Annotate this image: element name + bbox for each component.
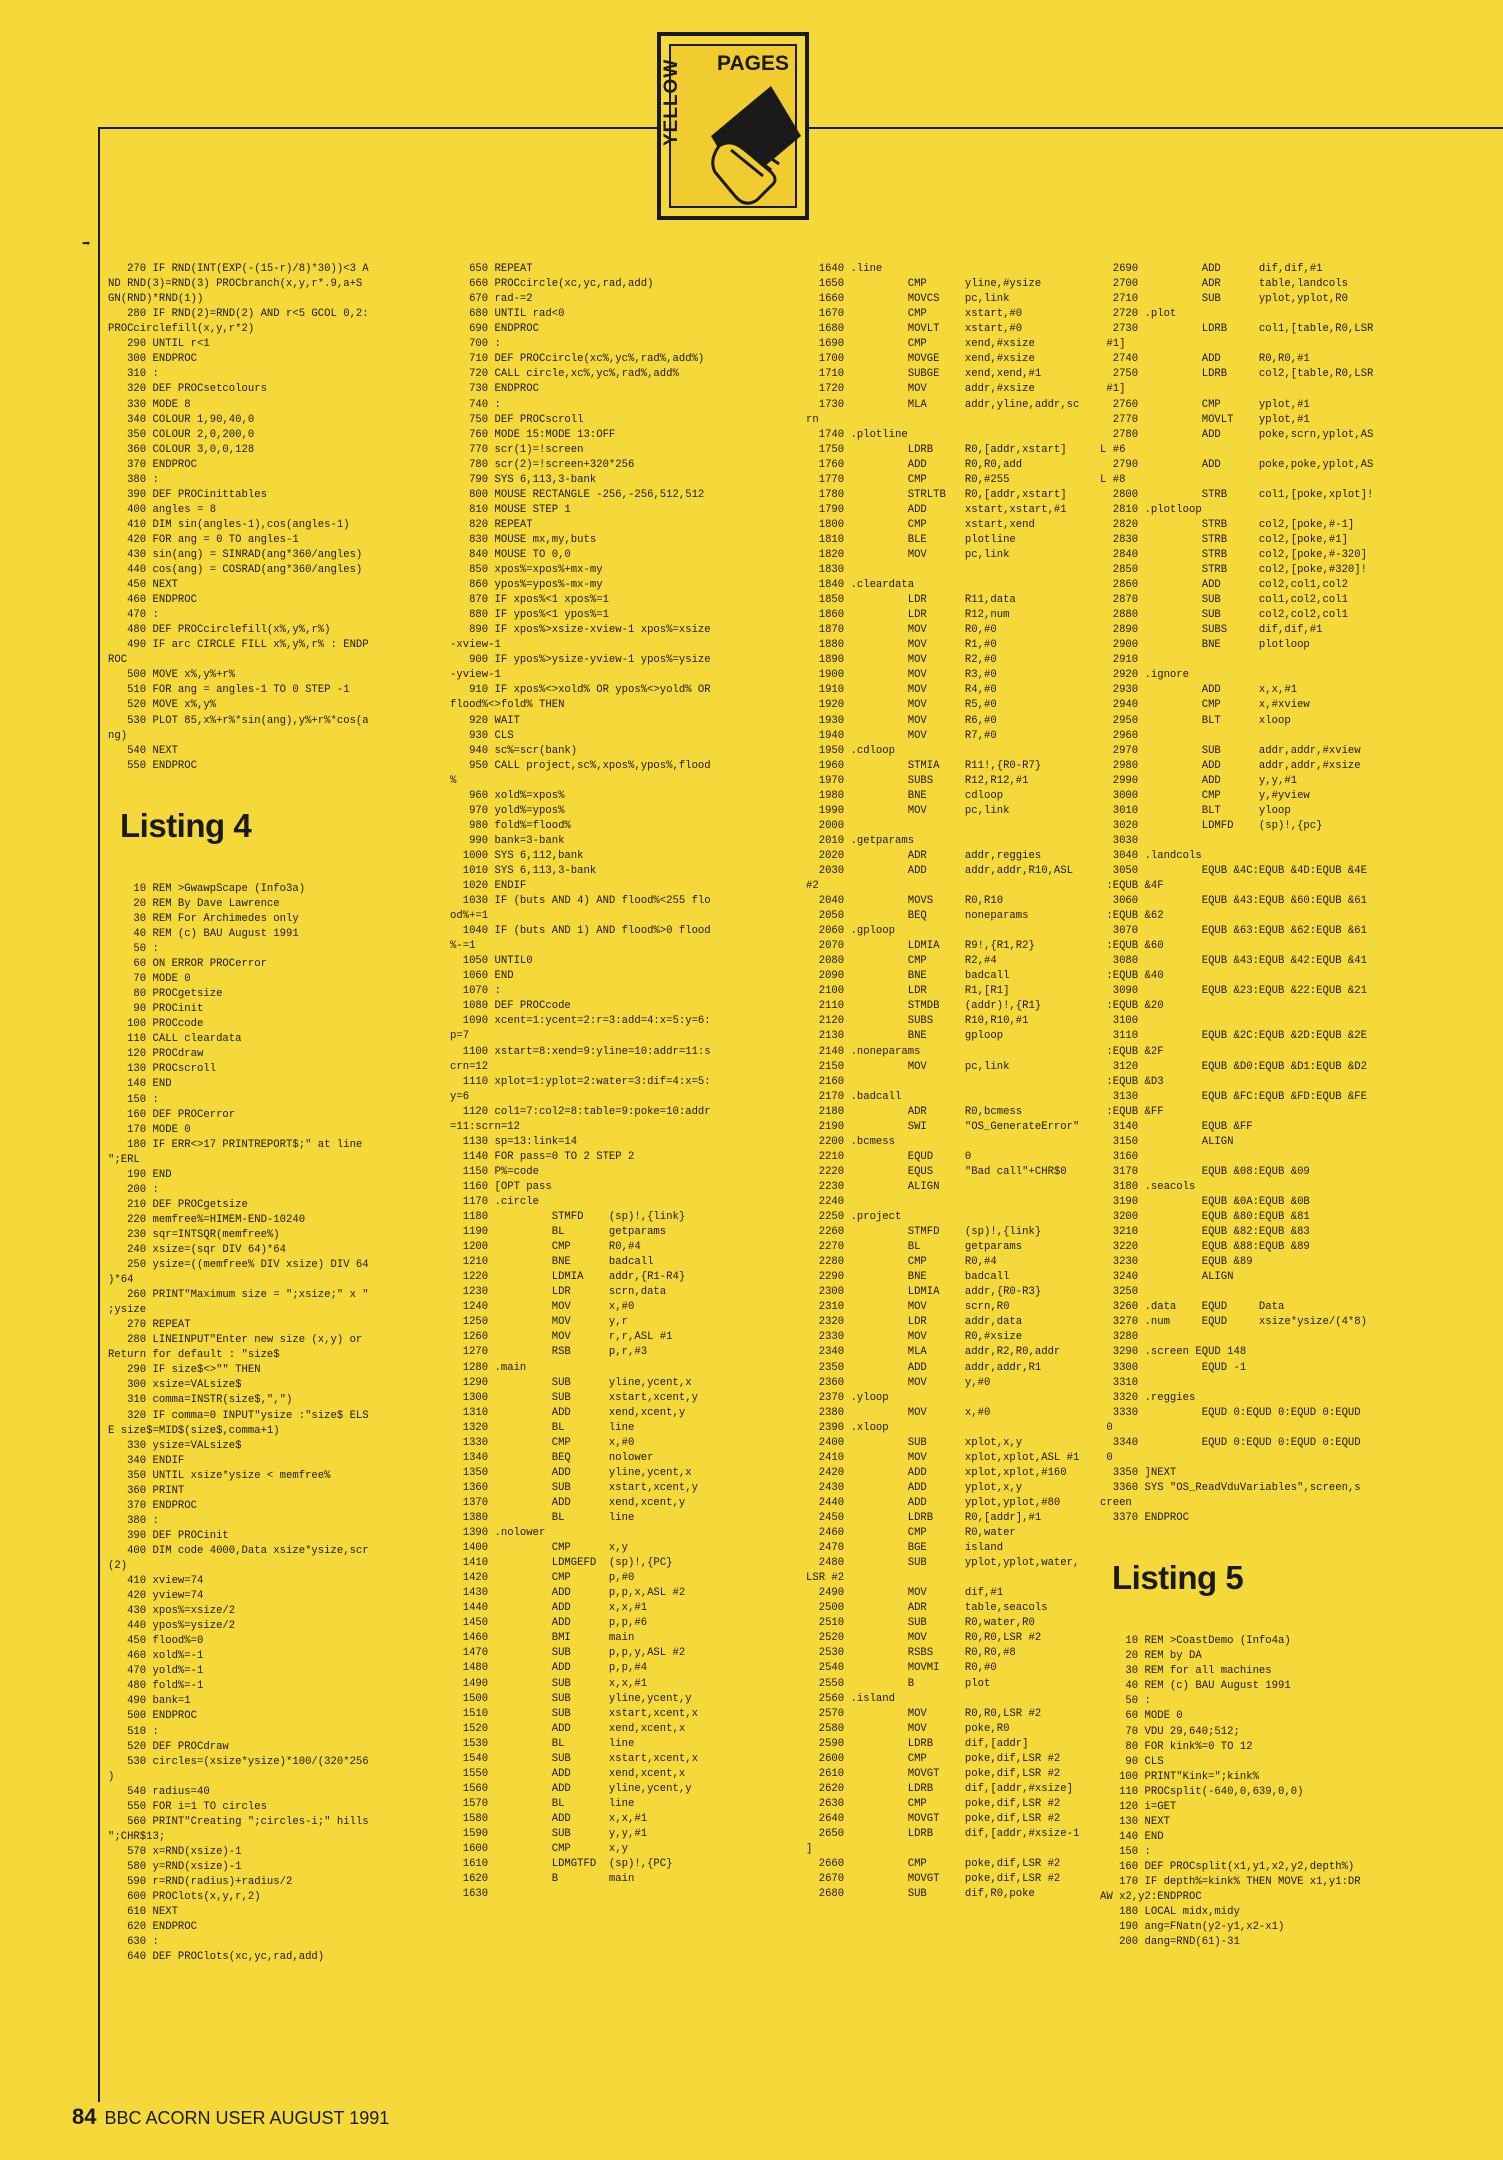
code-block: 270 IF RND(INT(EXP(-(15-r)/8)*30))<3 A ND RND(3)=RND(3) PROCbranch(x,y,r*.9,a+S GN(RND)*RND(1)) 280 IF RND(2)=RND(2) AND r<5 GCOL 0,2: PROCcirclefill(x,y,r*2) 290 UNTIL r<1 300 ENDPROC 310 : 320 DEF PROCsetcolours 330 MODE 8 340 COLOUR 1,90,40,0 350 COLOUR 2,0,200,0 360 COLOUR 3,0,0,128 370 ENDPROC 380 : 390 DEF PROCinittables 400 angles = 8 410 DIM sin(angles-1),cos(angles-1) 420 FOR ang = 0 TO angles-1 430 sin(ang) = SINRAD(ang*360/angles) 440 cos(ang) = COSRAD(ang*360/angles) 450 NEXT 460 ENDPROC 470 : 480 DEF PROCcirclefill(x%,y%,r%) 490 IF arc CIRCLE FILL x%,y%,r% : ENDP ROC 500 MOVE x%,y%+r% 510 FOR ang = angles-1 TO 0 STEP -1 520 MOVE x%,y% 530 PLOT 85,x%+r%*sin(ang),y%+r%*cos(a ng) 540 NEXT 550 ENDPROC [108,263,369,772]
listing-column-4 [1100,232,1500,1965]
hand-holding-book-icon [701,76,805,210]
continuation-arrow-icon: ➡ [82,237,91,253]
badge-frame [661,44,797,208]
code-block: 10 REM >GwawpScape (Info3a) 20 REM By Dave Lawrence 30 REM For Archimedes only 40 REM (c) BAU August 1991 50 : 60 ON ERROR PROCerror 70 MODE 0 80 PROCgetsize 90 PROCinit 100 PROCcode 110 CALL cleardata 120 PROCdraw 130 PROCscroll 140 END 150 : 160 DEF PROCerror 170 MODE 0 180 IF ERR<>17 PRINTREPORT$;" at line ";ERL 190 END 200 : 210 DEF PROCgetsize 220 memfree%=HIMEM-END-10240 230 sqr=INTSQR(memfree%) 240 xsize=(sqr DIV 64)*64 250 ysize=((memfree% DIV xsize) DIV 64 )*64 260 PRINT"Maximum size = ";xsize;" x " ;ysize 270 REPEAT 280 LINEINPUT"Enter new size (x,y) or Return for default : "size$ 290 IF size$<>"" THEN 300 xsize=VALsize$ 310 comma=INSTR(size$,",") 320 IF comma=0 INPUT"ysize :"size$ ELS E size$=MID$(size$,comma+1) 330 ysize=VALsize$ 340 ENDIF 350 UNTIL xsize*ysize < memfree% 360 PRINT 370 ENDPROC 380 : 390 DEF PROCinit 400 DIM code 4000,Data xsize*ysize,scr (2) 410 xview=74 420 yview=74 430 xpos%=xsize/2 440 ypos%=ysize/2 450 flood%=0 460 xold%=-1 470 yold%=-1 480 fold%=-1 490 bank=1 500 ENDPROC 510 : 520 DEF PROCdraw 530 circles=(xsize*ysize)*100/(320*256 ) 540 radius=40 550 FOR i=1 TO circles 560 PRINT"Creating ";circles-i;" hills ";CHR$13; 570 x=RND(xsize)-1 580 y=RND(xsize)-1 590 r=RND(radius)+radius/2 600 PROClots(x,y,r,2) 610 NEXT 620 ENDPROC 630 : 640 DEF PROClots(xc,yc,rad,add) [108,882,369,1964]
listing-heading: Listing 5 [1112,1559,1244,1597]
left-rule [98,127,100,2102]
badge-pages-label: PAGES [717,52,789,75]
listing-heading: Listing 4 [120,806,252,844]
yellow-pages-badge [657,32,809,220]
code-block: 650 REPEAT 660 PROCcircle(xc,yc,rad,add) 670 rad-=2 680 UNTIL rad<0 690 ENDPROC 700 : 710 DEF PROCcircle(xc%,yc%,rad%,add%) 720 CALL circle,xc%,yc%,rad%,add% 730 ENDPROC 740 : 750 DEF PROCscroll 760 MODE 15:MODE 13:OFF 770 scr(1)=!screen 780 scr(2)=!screen+320*256 790 SYS 6,113,3-bank 800 MOUSE RECTANGLE -256,-256,512,512 810 MOUSE STEP 1 820 REPEAT 830 MOUSE mx,my,buts 840 MOUSE TO 0,0 850 xpos%=xpos%+mx-my 860 ypos%=ypos%-mx-my 870 IF xpos%<1 xpos%=1 880 IF ypos%<1 ypos%=1 890 IF xpos%>xsize-xview-1 xpos%=xsize -xview-1 900 IF ypos%>ysize-yview-1 ypos%=ysize -yview-1 910 IF xpos%<>xold% OR ypos%<>yold% OR flood%<>fold% THEN 920 WAIT 930 CLS 940 sc%=scr(bank) 950 CALL project,sc%,xpos%,ypos%,flood % 960 xold%=xpos% 970 yold%=ypos% 980 fold%=flood% 990 bank=3-bank 1000 SYS 6,112,bank 1010 SYS 6,113,3-bank 1020 ENDIF 1030 IF (buts AND 4) AND flood%<255 flo od%+=1 1040 IF (buts AND 1) AND flood%>0 flood %-=1 1050 UNTIL0 1060 END 1070 : 1080 DEF PROCcode 1090 xcent=1:ycent=2:r=3:add=4:x=5:y=6: p=7 1100 xstart=8:xend=9:yline=10:addr=11:s crn=12 1110 xplot=1:yplot=2:water=3:dif=4:x=5: y=6 1120 col1=7:col2=8:table=9:poke=10:addr =11:scrn=12 1130 sp=13:link=14 1140 FOR pass=0 TO 2 STEP 2 1150 P%=code 1160 [OPT pass 1170 .circle 1180 STMFD (sp)!,{link} 1190 BL getparams 1200 CMP R0,#4 1210 BNE badcall 1220 LDMIA addr,{R1-R4} 1230 LDR scrn,data 1240 MOV x,#0 1250 MOV y,r 1260 MOV r,r,ASL #1 1270 RSB p,r,#3 1280 .main 1290 SUB yline,ycent,x 1300 SUB xstart,xcent,y 1310 ADD xend,xcent,y 1320 BL line 1330 CMP x,#0 1340 BEQ nolower 1350 ADD yline,ycent,x 1360 SUB xstart,xcent,y 1370 ADD xend,xcent,y 1380 BL line 1390 .nolower 1400 CMP x,y 1410 LDMGEFD (sp)!,{PC} 1420 CMP p,#0 1430 ADD p,p,x,ASL #2 1440 ADD x,x,#1 1450 ADD p,p,#6 1460 BMI main 1470 SUB p,p,y,ASL #2 1480 ADD p,p,#4 1490 SUB x,x,#1 1500 SUB yline,ycent,y 1510 SUB xstart,xcent,x 1520 ADD xend,xcent,x 1530 BL line 1540 SUB xstart,xcent,x 1550 ADD xend,xcent,x 1560 ADD yline,ycent,y 1570 BL line 1580 ADD x,x,#1 1590 SUB y,y,#1 1600 CMP x,y 1610 LDMGTFD (sp)!,{PC} 1620 B main 1630 [450,263,711,1901]
listing-column-1 [108,232,416,1980]
code-block: 1640 .line 1650 CMP yline,#ysize 1660 MOVCS pc,link 1670 CMP xstart,#0 1680 MOVLT xstart,#0 1690 CMP xend,#xsize 1700 MOVGE xend,#xsize 1710 SUBGE xend,xend,#1 1720 MOV addr,#xsize 1730 MLA addr,yline,addr,sc rn 1740 .plotline 1750 LDRB R0,[addr,xstart] 1760 ADD R0,R0,add 1770 CMP R0,#255 1780 STRLTB R0,[addr,xstart] 1790 ADD xstart,xstart,#1 1800 CMP xstart,xend 1810 BLE plotline 1820 MOV pc,link 1830 1840 .cleardata 1850 LDR R11,data 1860 LDR R12,num 1870 MOV R0,#0 1880 MOV R1,#0 1890 MOV R2,#0 1900 MOV R3,#0 1910 MOV R4,#0 1920 MOV R5,#0 1930 MOV R6,#0 1940 MOV R7,#0 1950 .cdloop 1960 STMIA R11!,{R0-R7} 1970 SUBS R12,R12,#1 1980 BNE cdloop 1990 MOV pc,link 2000 2010 .getparams 2020 ADR addr,reggies 2030 ADD addr,addr,R10,ASL #2 2040 MOVS R0,R10 2050 BEQ noneparams 2060 .gploop 2070 LDMIA R9!,{R1,R2} 2080 CMP R2,#4 2090 BNE badcall 2100 LDR R1,[R1] 2110 STMDB (addr)!,{R1} 2120 SUBS R10,R10,#1 2130 BNE gploop 2140 .noneparams 2150 MOV pc,link 2160 2170 .badcall 2180 ADR R0,bcmess 2190 SWI "OS_GenerateError" 2200 .bcmess 2210 EQUD 0 2220 EQUS "Bad call"+CHR$0 2230 ALIGN 2240 2250 .project 2260 STMFD (sp)!,{link} 2270 BL getparams 2280 CMP R0,#4 2290 BNE badcall 2300 LDMIA addr,{R0-R3} 2310 MOV scrn,R0 2320 LDR addr,data 2330 MOV R0,#xsize 2340 MLA addr,R2,R0,addr 2350 ADD addr,addr,R1 2360 MOV y,#0 2370 .yloop 2380 MOV x,#0 2390 .xloop 2400 SUB xplot,x,y 2410 MOV xplot,xplot,ASL #1 2420 ADD xplot,xplot,#160 2430 ADD yplot,x,y 2440 ADD yplot,yplot,#80 2450 LDRB R0,[addr],#1 2460 CMP R0,water 2470 BGE island 2480 SUB yplot,yplot,water, LSR #2 2490 MOV dif,#1 2500 ADR table,seacols 2510 SUB R0,water,R0 2520 MOV R0,R0,LSR #2 2530 RSBS R0,R0,#8 2540 MOVMI R0,#0 2550 B plot 2560 .island 2570 MOV R0,R0,LSR #2 2580 MOV poke,R0 2590 LDRB dif,[addr] 2600 CMP poke,dif,LSR #2 2610 MOVGT poke,dif,LSR #2 2620 LDRB dif,[addr,#xsize] 2630 CMP poke,dif,LSR #2 2640 MOVGT poke,dif,LSR #2 2650 LDRB dif,[addr,#xsize-1 ] 2660 CMP poke,dif,LSR #2 2670 MOVGT poke,dif,LSR #2 2680 SUB dif,R0,poke [806,263,1080,1901]
code-block: 2690 ADD dif,dif,#1 2700 ADR table,landcols 2710 SUB yplot,yplot,R0 2720 .plot 2730 LDRB col1,[table,R0,LSR #1] 2740 ADD R0,R0,#1 2750 LDRB col2,[table,R0,LSR #1] 2760 CMP yplot,#1 2770 MOVLT yplot,#1 2780 ADD poke,scrn,yplot,AS L #6 2790 ADD poke,poke,yplot,AS L #8 2800 STRB col1,[poke,xplot]! 2810 .plotloop 2820 STRB col2,[poke,#-1] 2830 STRB col2,[poke,#1] 2840 STRB col2,[poke,#-320] 2850 STRB col2,[poke,#320]! 2860 ADD col2,col1,col2 2870 SUB col1,col2,col1 2880 SUB col2,col2,col1 2890 SUBS dif,dif,#1 2900 BNE plotloop 2910 2920 .ignore 2930 ADD x,x,#1 2940 CMP x,#xview 2950 BLT xloop 2960 2970 SUB addr,addr,#xview 2980 ADD addr,addr,#xsize 2990 ADD y,y,#1 3000 CMP y,#yview 3010 BLT yloop 3020 LDMFD (sp)!,{pc} 3030 3040 .landcols 3050 EQUB &4C:EQUB &4D:EQUB &4E :EQUB &4F 3060 EQUB &43:EQUB &60:EQUB &61 :EQUB &62 3070 EQUB &63:EQUB &62:EQUB &61 :EQUB &60 3080 EQUB &43:EQUB &42:EQUB &41 :EQUB &40 3090 EQUB &23:EQUB &22:EQUB &21 :EQUB &20 3100 3110 EQUB &2C:EQUB &2D:EQUB &2E :EQUB &2F 3120 EQUB &D0:EQUB &D1:EQUB &D2 :EQUB &D3 3130 EQUB &FC:EQUB &FD:EQUB &FE :EQUB &FF 3140 EQUB &FF 3150 ALIGN 3160 3170 EQUB &08:EQUB &09 3180 .seacols 3190 EQUB &0A:EQUB &0B 3200 EQUB &80:EQUB &81 3210 EQUB &82:EQUB &83 3220 EQUB &88:EQUB &89 3230 EQUB &89 3240 ALIGN 3250 3260 .data EQUD Data 3270 .num EQUD xsize*ysize/(4*8) 3280 3290 .screen EQUD 148 3300 EQUD -1 3310 3320 .reggies 3330 EQUD 0:EQUD 0:EQUD 0:EQUD 0 3340 EQUD 0:EQUD 0:EQUD 0:EQUD 0 3350 ]NEXT 3360 SYS "OS_ReadVduVariables",screen,s creen 3370 ENDPROC [1100,263,1374,1524]
listing-column-3 [806,232,1106,1917]
listing-column-2 [450,232,790,1917]
badge-yellow-label: YELLOW [661,58,682,146]
page-number: 84 [72,2104,97,2129]
code-block: 10 REM >CoastDemo (Info4a) 20 REM by DA 30 REM for all machines 40 REM (c) BAU August 1991 50 : 60 MODE 0 70 VDU 29,640;512; 80 FOR kink%=0 TO 12 90 CLS 100 PRINT"Kink=";kink% 110 PROCsplit(-640,0,639,0,0) 120 i=GET 130 NEXT 140 END 150 : 160 DEF PROCsplit(x1,y1,x2,y2,depth%) 170 IF depth%=kink% THEN MOVE x1,y1:DR AW x2,y2:ENDPROC 180 LOCAL midx,midy 190 ang=FNatn(y2-y1,x2-x1) 200 dang=RND(61)-31 [1100,1635,1361,1949]
page-footer [72,2104,389,2130]
publication-title: BBC ACORN USER AUGUST 1991 [104,2108,390,2128]
